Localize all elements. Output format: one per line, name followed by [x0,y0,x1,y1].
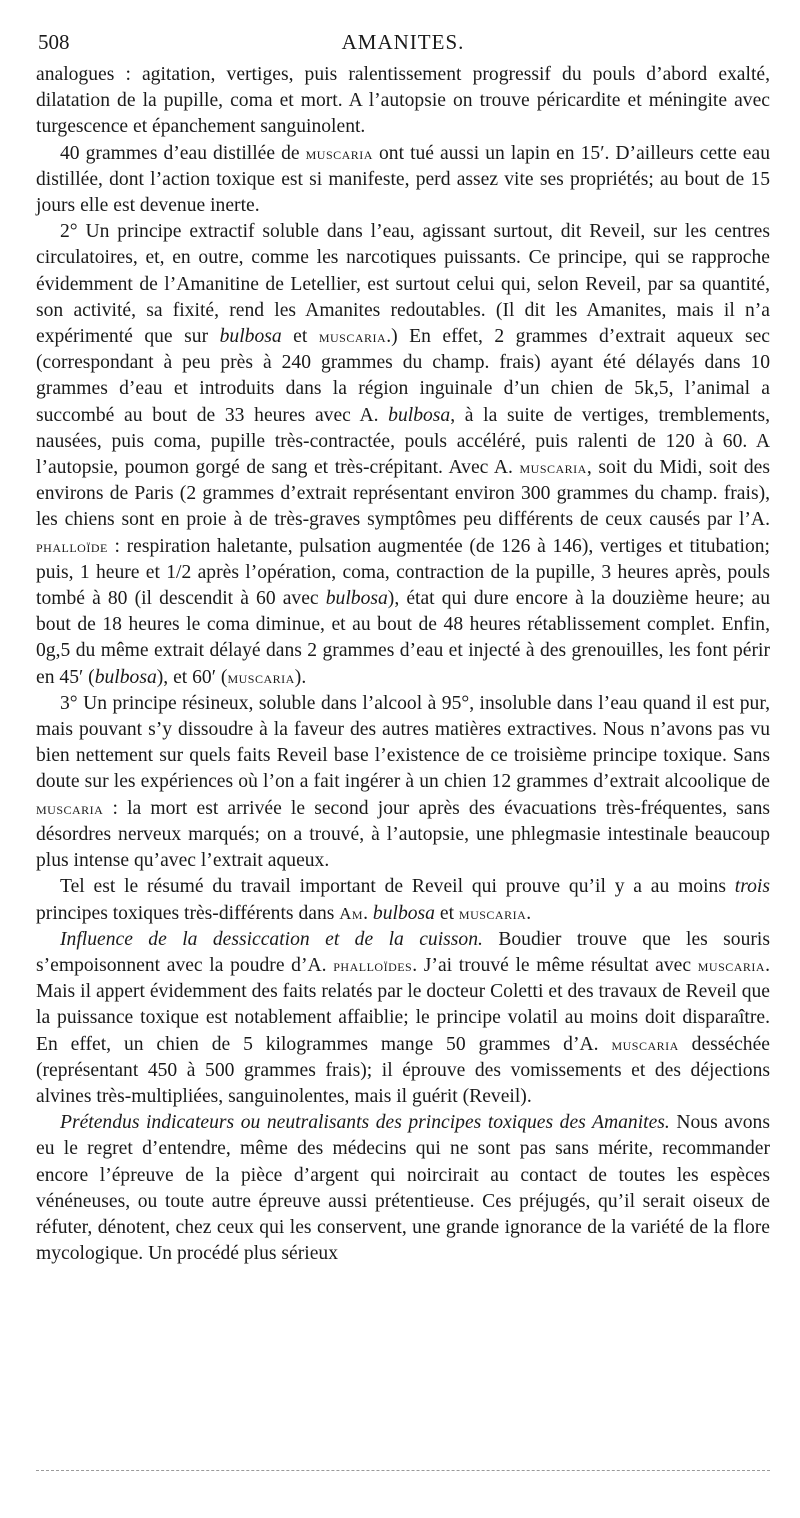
italic-text: Prétendus indicateurs ou neutralisants des principes toxiques des Amanites. [60,1112,670,1134]
text-run: .) En effet, 2 grammes d’extrait aqueux sec (correspondant à peu près à 240 grammes du champ. frais) ayant été délayés dans 10 grammes d’eau et introduits dans la région inguinale d’un chien de 5k,5, l’animal a succombé au bout de 33 heures avec A. [36,326,770,426]
text-run: desséchée (représentant 450 à 500 grammes frais); il éprouve des vomissements et des déjections alvines très-multipliées, sanguinolentes, mais il guérit (Reveil). [36,1033,770,1107]
page-header [36,26,770,62]
small-caps-text: muscaria [36,798,104,818]
paragraph [36,62,770,141]
small-caps-text: muscaria [519,458,587,478]
small-caps-text: muscaria [305,143,373,163]
text-run: , à la suite de vertiges, tremblements, nausées, puis coma, pupille très-contractée, pouls accéléré, puis ralenti de 120 à 60. A l’autopsie, poumon gorgé de sang et très-crépitant. Avec A. [36,404,770,479]
text-run: Boudier trouve que les souris s’empoisonnent avec la poudre d’A. [36,928,770,976]
italic-text: bulbosa [94,666,157,688]
italic-text: bulbosa [388,404,451,426]
italic-text: bulbosa [219,326,282,348]
paragraph [36,219,770,691]
paragraph [36,874,770,926]
footer-rule [36,1470,770,1471]
text-run: principes toxiques très-différents dans [36,902,340,924]
text-run: ), et 60′ ( [156,666,228,688]
text-run: . [363,902,373,924]
small-caps-text: muscaria [458,903,527,923]
small-caps-text: phalloïdes [333,955,413,975]
text-run: 2° Un principe extractif soluble dans l’eau, agissant surtout, dit Reveil, sur les centres circulatoires, et, en outre, comme les narcotiques puissants. Ce principe, qui se rapproche évidemment de l’Amanitine de Letellier, est surtout celui qui, selon Reveil, par sa quantité, son activité, sa fixité, rend les Amanites redoutables. (Il dit les Amanites, mais il n’a expérimenté que sur [36,221,770,348]
body-text [36,62,770,1267]
text-run: , soit du Midi, soit des environs de Paris (2 grammes d’extrait représentant environ 300 grammes du champ. frais), les chiens sont en proie à de très-graves symptômes peu différents de ceux causés par l’A. [36,457,770,531]
text-run: et [281,326,319,348]
italic-text: trois [734,876,770,898]
text-run: ). [294,666,307,688]
paragraph [36,927,770,1110]
italic-text: bulbosa [325,588,388,610]
small-caps-text: muscaria [611,1034,679,1054]
paragraph [36,691,770,874]
text-run: ), état qui dure encore à la douzième heure; au bout de 18 heures le coma diminue, et au bout de 48 heures rétablissement complet. Enfin, 0g,5 du même extrait délayé dans 2 grammes d’eau et injecté à des grenouilles, les font périr en 45′ ( [36,588,770,688]
text-run: Tel est le résumé du travail important de Reveil qui prouve qu’il y a au moins [60,876,735,898]
running-title: AMANITES. [341,30,465,54]
italic-text: Influence de la dessiccation et de la cuisson. [60,928,483,950]
text-run: ont tué aussi un lapin en 15′. D’ailleurs cette eau distillée, dont l’action toxique est si manifeste, perd assez vite ses propriétés; au bout de 15 jours elle est devenue inerte. [36,142,770,217]
text-run: 3° Un principe résineux, soluble dans l’alcool à 95°, insoluble dans l’eau quand il est pur, mais pouvant s’y dissoudre à la faveur des autres matières extractives. Nous n’avons pas vu bien nettement sur quels faits Reveil base l’existence de ce troisième principe toxique. Sans doute sur les expériences où l’on a fait ingérer à un chien 12 grammes d’extrait alcoolique de [36,692,770,793]
paragraph [36,141,770,220]
italic-text: bulbosa [372,902,435,924]
page-number: 508 [38,30,70,54]
text-run: analogues : agitation, vertiges, puis ralentissement progressif du pouls d’abord exalté, dilatation de la pupille, coma et mort. A l’autopsie on trouve péricardite et méningite avec turgescence et épanchement sanguinolent. [36,64,770,138]
text-run: Nous avons eu le regret d’entendre, même des médecins qui ne sont pas sans mérite, recommander encore l’épreuve de la pièce d’argent qui noircirait au contact de toutes les espèces vénéneuses, ou toute autre épreuve aussi prétentieuse. Ces préjugés, qu’il serait oiseux de réfuter, dénotent, chez ceux qui les conservent, une grande ignorance de la variété de la flore mycologique. Un procédé plus sérieux [36,1112,770,1265]
small-caps-text: muscaria [318,327,387,347]
small-caps-text: Am [339,903,364,923]
text-run: et [434,902,459,924]
text-run: : respiration haletante, pulsation augmentée (de 126 à 146), vertiges et titubation; puis, 1 heure et 1/2 après l’opération, coma, contraction de la pupille, 3 heures après, pouls tombé à 80 (il descendit à 60 avec [36,535,770,610]
text-run: . Mais il appert évidemment des faits relatés par le docteur Coletti et des travaux de Reveil que la puissance toxique est notablement affaiblie; le principe volatil au moins doit disparaître. En effet, un chien de 5 kilogrammes mange 50 grammes d’A. [36,954,770,1055]
small-caps-text: muscaria [227,667,295,687]
small-caps-text: muscaria [697,955,766,975]
text-run: . [526,902,532,924]
paragraph [36,1110,770,1267]
text-run: : la mort est arrivée le second jour après des évacuations très-fréquentes, sans désordres nerveux marqués; on a trouvé, à l’autopsie, une phlegmasie intestinale beaucoup plus intense qu’avec l’extrait aqueux. [36,797,770,872]
text-run: . J’ai trouvé le même résultat avec [412,954,698,976]
small-caps-text: phalloïde [36,536,108,556]
text-run: 40 grammes d’eau distillée de [60,142,306,164]
